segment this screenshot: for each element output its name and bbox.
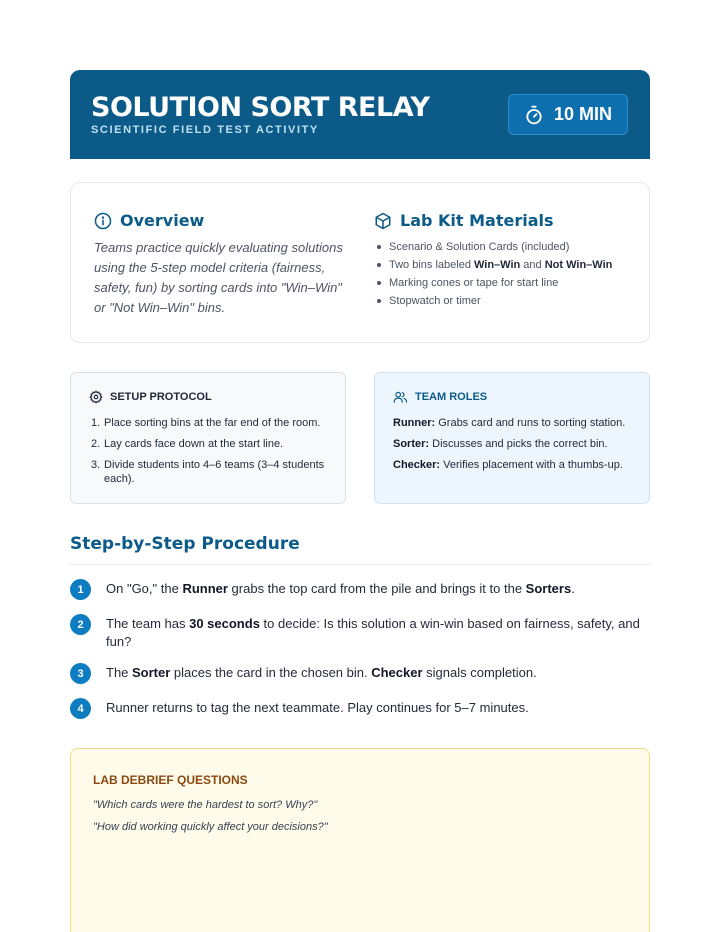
page-title: SOLUTION SORT RELAY — [91, 92, 430, 123]
list-item: 3. Divide students into 4–6 teams (3–4 students each). — [91, 459, 325, 485]
box-icon — [374, 212, 392, 230]
overview-heading — [94, 211, 204, 230]
step-number: 4 — [70, 698, 91, 719]
page-subtitle: SCIENTIFIC FIELD TEST ACTIVITY — [91, 124, 319, 136]
divider — [70, 564, 650, 565]
roles-heading — [393, 390, 487, 404]
team-roles-box — [374, 372, 650, 504]
timer-badge — [508, 94, 628, 135]
timer-label: 10 MIN — [553, 104, 613, 124]
roles-list — [393, 416, 643, 479]
step-text: The Sorter places the card in the chosen bin. Checker signals completion. — [106, 665, 537, 680]
step-text: On "Go," the Runner grabs the top card from the pile and brings it to the Sorters. — [106, 581, 575, 596]
list-item: Sorter: Discusses and picks the correct bin. — [393, 438, 608, 450]
debrief-heading: LAB DEBRIEF QUESTIONS — [93, 773, 248, 787]
step-text: The team has 30 seconds to decide: Is this solution a win-win based on fairness, safety, and fun? — [106, 616, 640, 649]
list-item: Runner: Grabs card and runs to sorting station. — [393, 417, 626, 429]
setup-heading-label: SETUP PROTOCOL — [110, 391, 212, 403]
list-item: Marking cones or tape for start line — [374, 274, 644, 292]
gear-icon — [89, 390, 103, 404]
list-item: Scenario & Solution Cards (included) — [374, 238, 644, 256]
list-item: 1. Place sorting bins at the far end of the room. — [91, 417, 321, 429]
list-item: Checker: Verifies placement with a thumbs-up. — [393, 459, 623, 471]
list-item: Stopwatch or timer — [374, 292, 644, 310]
header-banner — [70, 70, 650, 159]
step-number: 2 — [70, 614, 91, 635]
list-item: Two bins labeled Win–Win and Not Win–Win — [374, 256, 644, 274]
setup-heading — [89, 390, 212, 404]
stopwatch-icon — [524, 105, 544, 125]
info-icon — [94, 212, 112, 230]
materials-heading-label: Lab Kit Materials — [400, 211, 554, 230]
list-item: 2. Lay cards face down at the start line. — [91, 438, 284, 450]
procedure-heading: Step-by-Step Procedure — [70, 534, 300, 554]
setup-protocol-box — [70, 372, 346, 504]
overview-card — [70, 182, 650, 343]
step-number: 3 — [70, 663, 91, 684]
debrief-question: "Which cards were the hardest to sort? Why?" — [93, 799, 318, 811]
overview-text: Teams practice quickly evaluating solutions using the 5-step model criteria (fairness, safety, fun) by sorting cards into "Win–Win" or "Not Win–Win" bins. — [94, 240, 343, 315]
step-number: 1 — [70, 579, 91, 600]
debrief-question: "How did working quickly affect your decisions?" — [93, 821, 328, 833]
step-text: Runner returns to tag the next teammate. Play continues for 5–7 minutes. — [106, 700, 529, 715]
users-icon — [393, 390, 408, 404]
materials-list — [374, 238, 644, 310]
debrief-box — [70, 748, 650, 932]
overview-heading-label: Overview — [120, 211, 205, 230]
materials-heading — [374, 211, 554, 230]
roles-heading-label: TEAM ROLES — [415, 391, 488, 403]
setup-list — [91, 416, 335, 493]
